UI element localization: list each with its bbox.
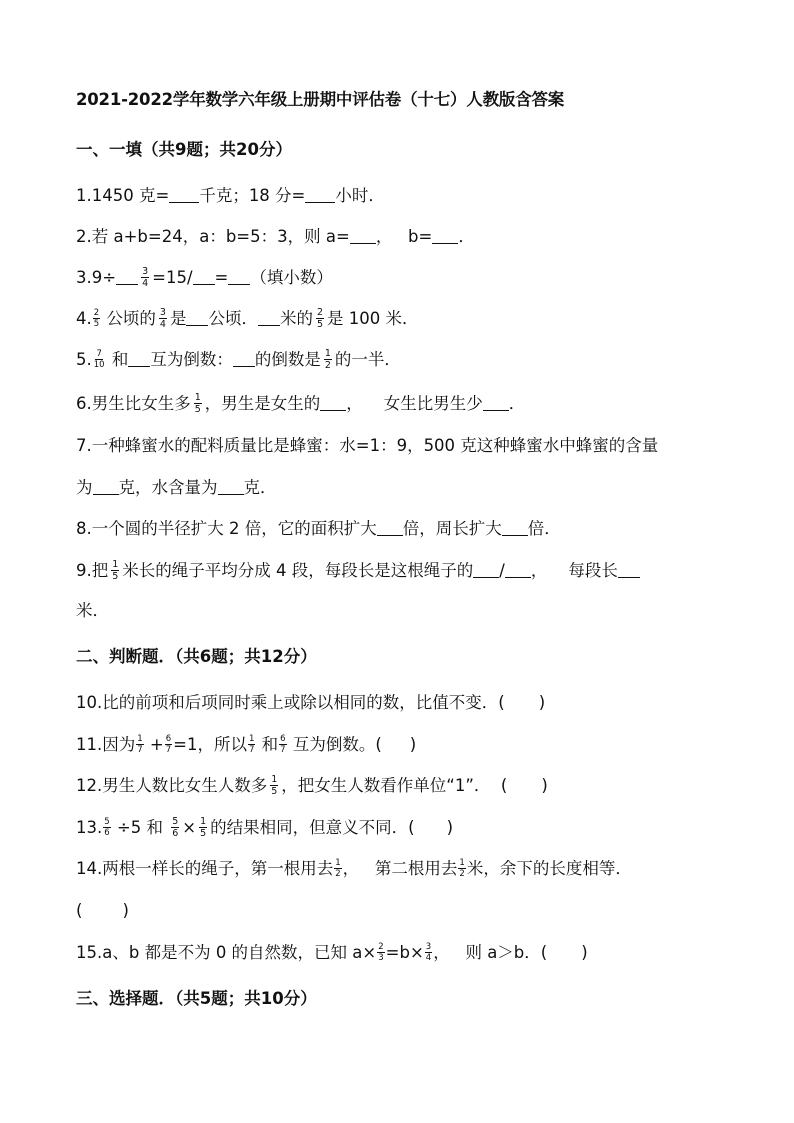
answer-blank[interactable]	[377, 519, 403, 536]
fraction: $\frac{6}{7}$	[280, 734, 286, 755]
question-11: 11.因为 $\frac{1}{7}$ + $\frac{6}{7}$ =1，所以 $\frac{1}{7}$ 和 $\frac{6}{7}$ 互为倒数。( )	[76, 734, 417, 755]
fraction: $\frac{6}{7}$	[165, 734, 172, 755]
fraction: $\frac{5}{6}$	[104, 817, 110, 838]
fraction: $\frac{3}{4}$	[159, 307, 166, 330]
question-14-cont: ( )	[76, 901, 129, 920]
fraction: $\frac{1}{2}$	[459, 858, 465, 879]
question-9-cont: 米．	[76, 601, 109, 620]
answer-blank[interactable]	[483, 394, 509, 411]
answer-blank[interactable]	[169, 186, 199, 203]
question-12: 12.男生人数比女生人数多 $\frac{1}{5}$ ，把女生人数看作单位“1”． ( )	[76, 774, 548, 797]
section-heading-fill-in: 一、一填（共9题；共20分）	[76, 140, 292, 159]
fraction: $\frac{1}{7}$	[137, 734, 143, 755]
page-title: 2021-2022学年数学六年级上册期中评估卷（十七）人教版含答案	[76, 90, 565, 109]
answer-blank[interactable]	[228, 268, 250, 285]
answer-blank[interactable]	[233, 350, 255, 367]
fraction: $\frac{1}{7}$	[249, 734, 255, 755]
fraction: $\frac{1}{2}$	[324, 348, 331, 371]
answer-blank[interactable]	[618, 561, 640, 578]
answer-blank[interactable]	[128, 350, 150, 367]
question-13: 13. $\frac{5}{6}$ ÷5 和 $\frac{5}{6}$ × $\frac{1}{5}$ 的结果相同，但意义不同．( )	[76, 816, 454, 839]
answer-blank[interactable]	[505, 561, 531, 578]
answer-blank[interactable]	[350, 227, 376, 244]
question-8: 8.一个圆的半径扩大 2 倍，它的面积扩大 倍，周长扩大 倍．	[76, 519, 561, 538]
fraction: $\frac{1}{2}$	[335, 858, 341, 879]
section-heading-multiple-choice: 三、选择题．（共5题；共10分）	[76, 989, 317, 1008]
question-1: 1.1450 克= 千克；18 分= 小时．	[76, 186, 385, 205]
fraction: $\frac{2}{5}$	[93, 308, 100, 329]
answer-blank[interactable]	[186, 309, 208, 326]
question-14: 14.两根一样长的绳子，第一根用去 $\frac{1}{2}$ ， 第二根用去 $\frac{1}{2}$ 米，余下的长度相等．	[76, 858, 632, 879]
answer-blank[interactable]	[473, 561, 499, 578]
answer-blank[interactable]	[193, 268, 215, 285]
question-10: 10.比的前项和后项同时乘上或除以相同的数，比值不变．( )	[76, 693, 546, 712]
fraction: $\frac{5}{6}$	[172, 816, 179, 839]
answer-blank[interactable]	[218, 478, 244, 495]
fraction: $\frac{2}{3}$	[378, 942, 384, 963]
question-3: 3.9÷ $\frac{3}{4}$ =15/ = （填小数）	[76, 266, 333, 289]
answer-blank[interactable]	[432, 227, 458, 244]
question-15: 15.a、b 都是不为 0 的自然数，已知 a× $\frac{2}{3}$ =b× $\frac{3}{4}$ ， 则 a＞b．( )	[76, 942, 588, 963]
fraction: $\frac{7}{10}$	[93, 349, 105, 370]
answer-blank[interactable]	[320, 394, 346, 411]
question-5: 5. $\frac{7}{10}$ 和 互为倒数： 的倒数是 $\frac{1}{2}$ 的一半．	[76, 348, 401, 371]
fraction: $\frac{3}{4}$	[425, 942, 432, 963]
answer-blank[interactable]	[305, 186, 335, 203]
question-4: 4. $\frac{2}{5}$ 公顷的 $\frac{3}{4}$ 是 公顷． 米的 $\frac{2}{5}$ 是 100 米．	[76, 307, 419, 330]
fraction: $\frac{1}{5}$	[194, 392, 201, 415]
question-6: 6.男生比女生多 $\frac{1}{5}$ ，男生是女生的 ， 女生比男生少 ．	[76, 392, 526, 415]
question-2: 2.若 a+b=24，a：b=5：3，则 a= ， b= ．	[76, 227, 475, 246]
question-9: 9.把 $\frac{1}{5}$ 米长的绳子平均分成 4 段，每段长是这根绳子的 / ， 每段长	[76, 559, 640, 583]
fraction: $\frac{2}{5}$	[316, 307, 324, 330]
fraction: $\frac{1}{5}$	[271, 774, 278, 797]
fraction: $\frac{1}{5}$	[112, 559, 119, 582]
question-7-cont: 为 克，水含量为 克．	[76, 478, 277, 497]
section-heading-true-false: 二、判断题．（共6题；共12分）	[76, 647, 317, 666]
question-7: 7.一种蜂蜜水的配料质量比是蜂蜜：水=1：9，500 克这种蜂蜜水中蜂蜜的含量	[76, 436, 659, 455]
fraction: $\frac{1}{5}$	[200, 816, 207, 839]
answer-blank[interactable]	[258, 309, 280, 326]
answer-blank[interactable]	[502, 519, 528, 536]
answer-blank[interactable]	[116, 268, 138, 285]
answer-blank[interactable]	[93, 478, 119, 495]
fraction: $\frac{3}{4}$	[142, 266, 149, 289]
